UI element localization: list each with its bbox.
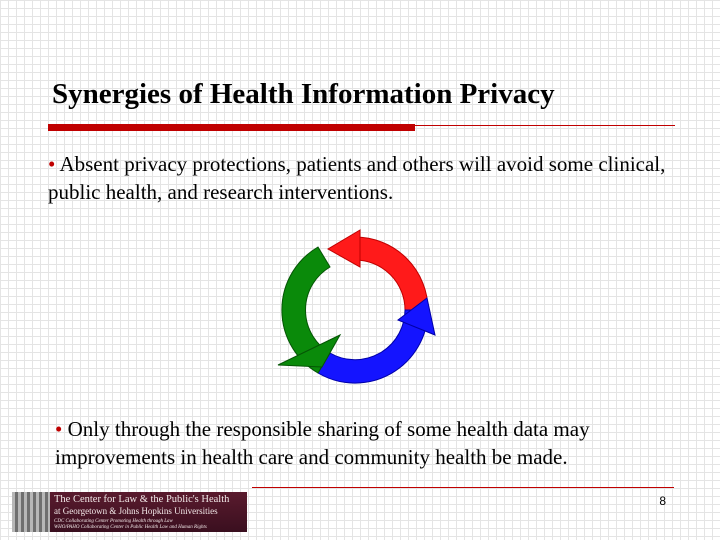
title-underline-bar: [48, 124, 415, 131]
columns-icon: [12, 492, 50, 532]
slide-title: Synergies of Health Information Privacy: [52, 78, 555, 110]
logo-line-2: at Georgetown & Johns Hopkins Universities: [54, 506, 218, 516]
logo-line-3: CDC Collaborating Center Promoting Health through Law: [54, 519, 173, 524]
title-underline-line: [415, 125, 675, 126]
bullet-text-2: Only through the responsible sharing of some health data may improvements in health care and community health be made.: [55, 417, 590, 469]
bullet-item-1: [48, 150, 688, 206]
center-logo: [12, 492, 247, 532]
cycle-arrows-graphic: [270, 225, 440, 395]
page-number: 8: [659, 494, 666, 508]
bullet-text-1: Absent privacy protections, patients and others will avoid some clinical, public health, and research interventions.: [48, 152, 666, 204]
bullet-marker: •: [55, 417, 63, 441]
footer-divider: [252, 487, 674, 488]
logo-line-1: The Center for Law & the Public's Health: [54, 494, 230, 505]
red-arrow-icon: [328, 230, 428, 310]
logo-line-4: WHO/PAHO Collaborating Center in Public Health Law and Human Rights: [54, 525, 207, 530]
bullet-item-2: [55, 415, 695, 471]
bullet-marker: •: [48, 152, 56, 176]
